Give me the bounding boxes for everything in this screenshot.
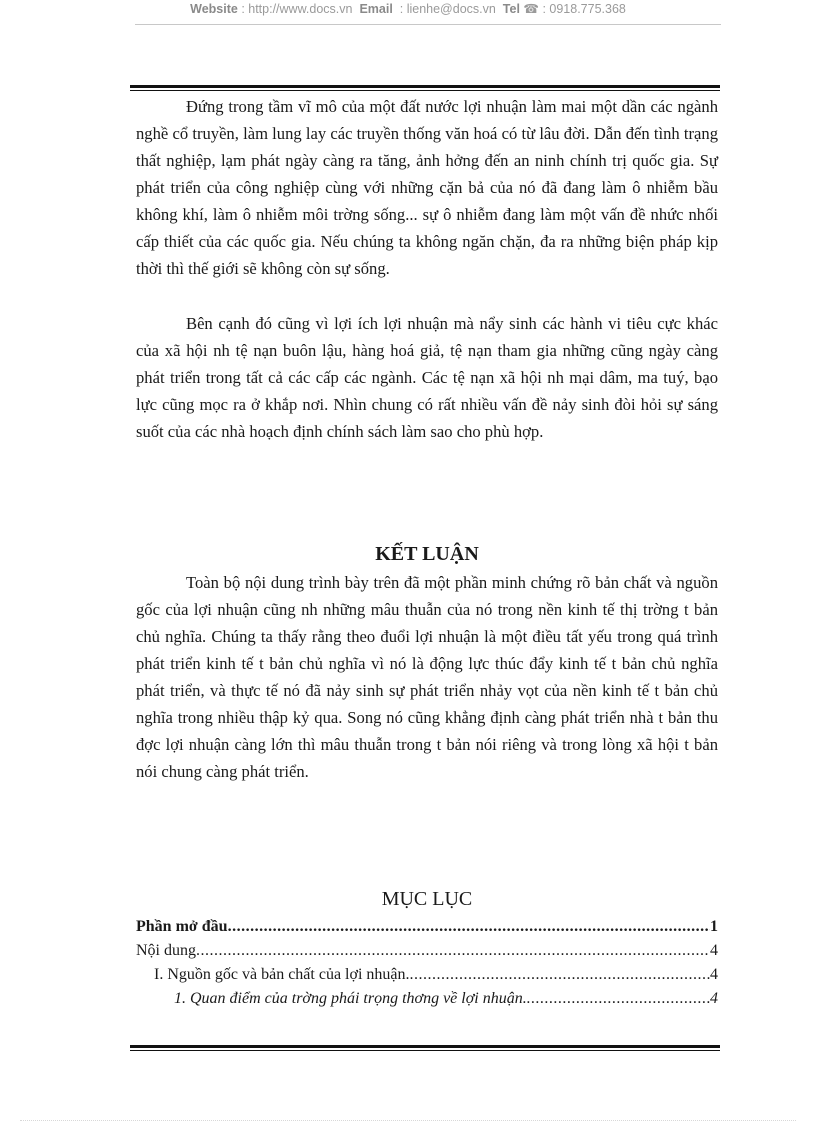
toc-entry-page: 4 — [710, 990, 718, 1007]
toc-entry[interactable] — [136, 966, 718, 990]
toc-leader-dots — [196, 942, 710, 960]
table-of-contents — [136, 918, 718, 1014]
body-paragraph-2: Bên cạnh đó cũng vì lợi ích lợi nhuận mà nẩy sinh các hành vi tiêu cực khác của xã hội nh tệ nạn buôn lậu, hàng hoá giả, tệ nạn tham gia những cũng ngày càng phát triển trong tất cả các cấp các ngành. Các tệ nạn xã hội nh mại dâm, ma tuý, bạo lực cũng mọc ra ở khắp nơi. Nhìn chung có rất nhiều vấn đề nảy sinh đòi hỏi sự sáng suốt của các nhà hoạch định chính sách làm sao cho phù hợp. — [136, 314, 718, 441]
tel-label: Tel — [502, 2, 520, 16]
toc-leader-dots — [527, 990, 710, 1008]
conclusion-paragraph: Toàn bộ nội dung trình bày trên đã một phần minh chứng rõ bản chất và nguồn gốc của lợi nhuận cũng nh những mâu thuẫn của nó trong nền kinh tế thị trờng t bản chủ nghĩa. Chúng ta thấy rằng theo đuổi lợi nhuận là một điều tất yếu trong quá trình phát triển kinh tế t bản chủ nghĩa vì nó là động lực thúc đẩy kinh tế t bản chủ nghĩa phát triển, và thực tế nó đã nảy sinh sự phát triển nhảy vọt của nền kinh tế t bản chủ nghĩa trong nhiều thập kỷ qua. Song nó cũng khẳng định càng phát triển nhà t bản thu đợc lợi nhuận càng lớn thì mâu thuẫn trong t bản nói riêng và trong lòng xã hội t bản nói chung càng phát triển. — [136, 573, 718, 781]
toc-entry[interactable] — [136, 942, 718, 966]
website-value[interactable]: : http://www.docs.vn — [241, 2, 353, 16]
email-label: Email — [359, 2, 393, 16]
bottom-double-rule — [130, 1045, 720, 1051]
toc-entry-label: I. Nguồn gốc và bản chất của lợi nhuận. — [154, 966, 410, 983]
top-double-rule — [130, 85, 720, 91]
toc-entry-label: 1. Quan điểm của trờng phái trọng thơng về lợi nhuận. — [174, 990, 527, 1007]
toc-leader-dots — [410, 966, 711, 984]
toc-heading: MỤC LỤC — [381, 888, 473, 910]
toc-entry[interactable] — [136, 990, 718, 1014]
body-paragraph-1: Đứng trong tầm vĩ mô của một đất nước lợi nhuận làm mai một dần các ngành nghề cổ truyền, làm lung lay các truyền thống văn hoá có từ lâu đời. Dẫn đến tình trạng thất nghiệp, lạm phát ngày càng ra tăng, ảnh hởng đến an ninh chính trị quốc gia. Sự phát triển của công nghiệp cùng với những cặn bả của nó đã đang làm ô nhiễm bầu không khí, làm ô nhiễm môi trờng sống... sự ô nhiễm đang làm một vấn đề nhức nhối cấp thiết của các quốc gia. Nếu chúng ta không ngăn chặn, đa ra những biện pháp kịp thời thì thế giới sẽ không còn sự sống. — [136, 97, 718, 278]
toc-entry-page: 1 — [710, 918, 718, 935]
toc-entry[interactable] — [136, 918, 718, 942]
header-divider — [135, 24, 721, 25]
website-label: Website — [190, 2, 238, 16]
conclusion-heading: KẾT LUẬN — [375, 543, 479, 565]
toc-entry-page: 4 — [710, 942, 718, 959]
toc-entry-label: Nội dung — [136, 942, 196, 959]
page-header — [0, 0, 816, 16]
toc-leader-dots — [228, 918, 710, 936]
toc-entry-page: 4 — [710, 966, 718, 983]
toc-entry-label: Phần mở đầu — [136, 918, 228, 935]
tel-value: ☎ : 0918.775.368 — [523, 2, 626, 16]
email-value[interactable]: : lienhe@docs.vn — [399, 2, 496, 16]
footer-dotted-line — [20, 1120, 796, 1121]
